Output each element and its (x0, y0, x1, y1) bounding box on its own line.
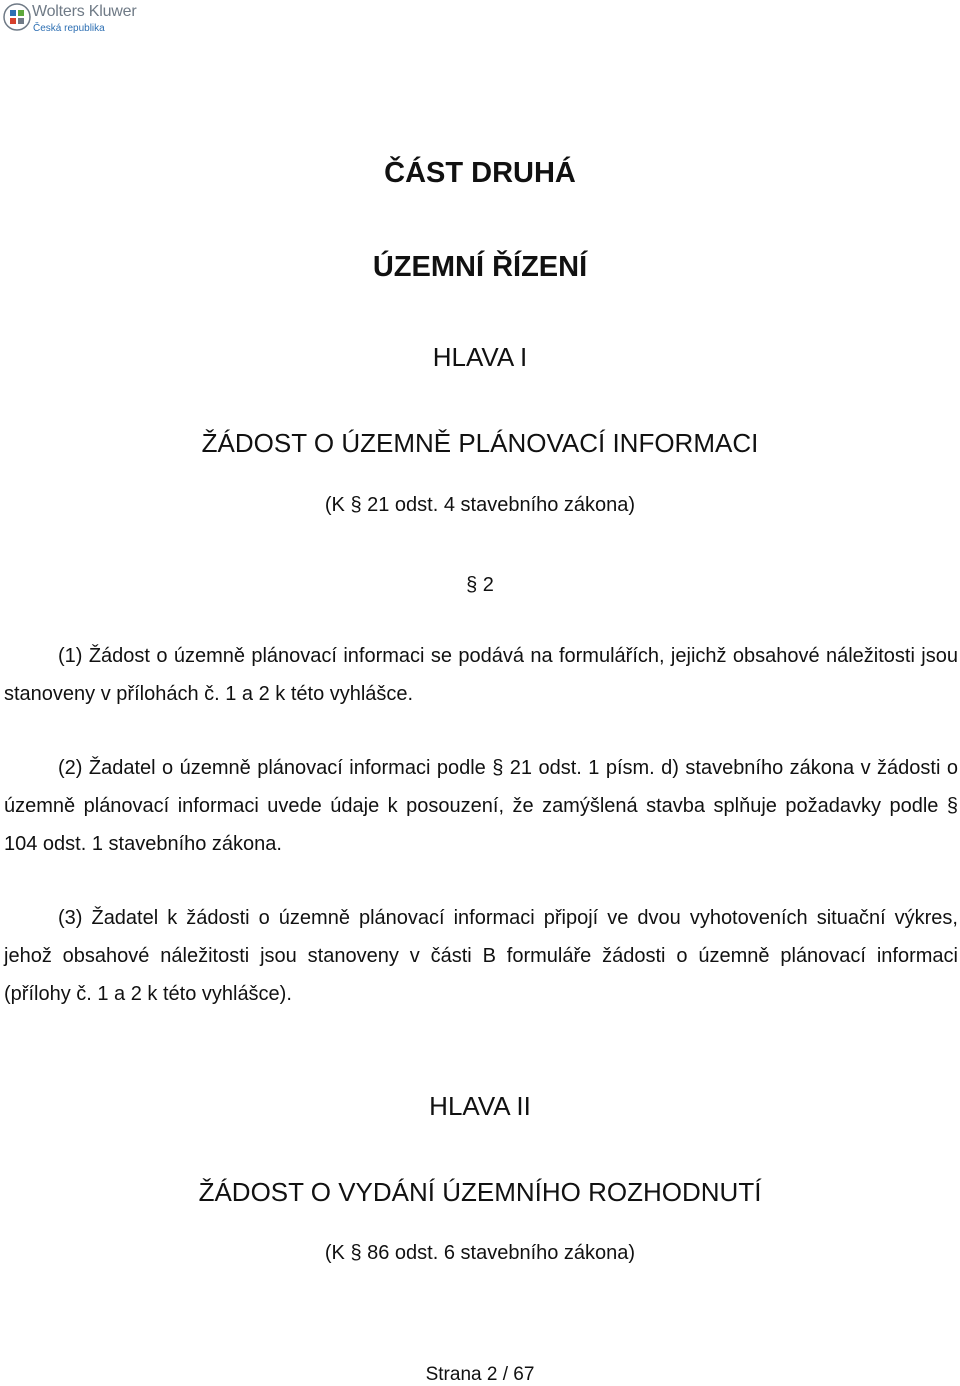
wolters-kluwer-logo-icon (2, 2, 32, 32)
chapter1-label: HLAVA I (432, 342, 528, 372)
paragraph-3-text: (3) Žadatel k žádosti o územně plánovací informaci připojí ve dvou vyhotoveních situační výkres, jehož obsahové náležitosti jsou stanoveny v části B formuláře žádosti o územně plánovací informaci (přílohy č. 1 a 2 k této vyhlášce). (4, 907, 958, 1005)
section-number: § 2 (466, 574, 494, 596)
chapter2-title: ŽÁDOST O VYDÁNÍ ÚZEMNÍHO ROZHODNUTÍ (198, 1177, 762, 1207)
part-title: ÚZEMNÍ ŘÍZENÍ (372, 251, 588, 283)
paragraph-3 (4, 899, 958, 1013)
publisher-logo (2, 2, 152, 36)
page-number: Strana 2 / 67 (425, 1364, 535, 1385)
paragraph-1 (4, 637, 958, 713)
paragraph-2-text: (2) Žadatel o územně plánovací informaci podle § 21 odst. 1 písm. d) stavebního zákona v žádosti o územně plánovací informaci uvede údaje k posouzení, že zamýšlená stavba splňuje požadavky podle § 104 odst. 1 stavebního zákona. (4, 757, 958, 855)
chapter2-label: HLAVA II (429, 1091, 531, 1121)
paragraph-2 (4, 749, 958, 863)
logo-subtitle: Česká republika (33, 23, 105, 34)
paragraph-1-text: (1) Žádost o územně plánovací informaci se podává na formulářích, jejichž obsahové náležitosti jsou stanoveny v přílohách č. 1 a 2 k této vyhlášce. (4, 645, 958, 705)
part-label: ČÁST DRUHÁ (384, 157, 576, 189)
logo-name: Wolters Kluwer (32, 3, 137, 20)
chapter1-reference: (K § 21 odst. 4 stavebního zákona) (324, 494, 636, 516)
chapter2-reference: (K § 86 odst. 6 stavebního zákona) (324, 1242, 636, 1264)
chapter1-title: ŽÁDOST O ÚZEMNĚ PLÁNOVACÍ INFORMACI (201, 428, 759, 458)
